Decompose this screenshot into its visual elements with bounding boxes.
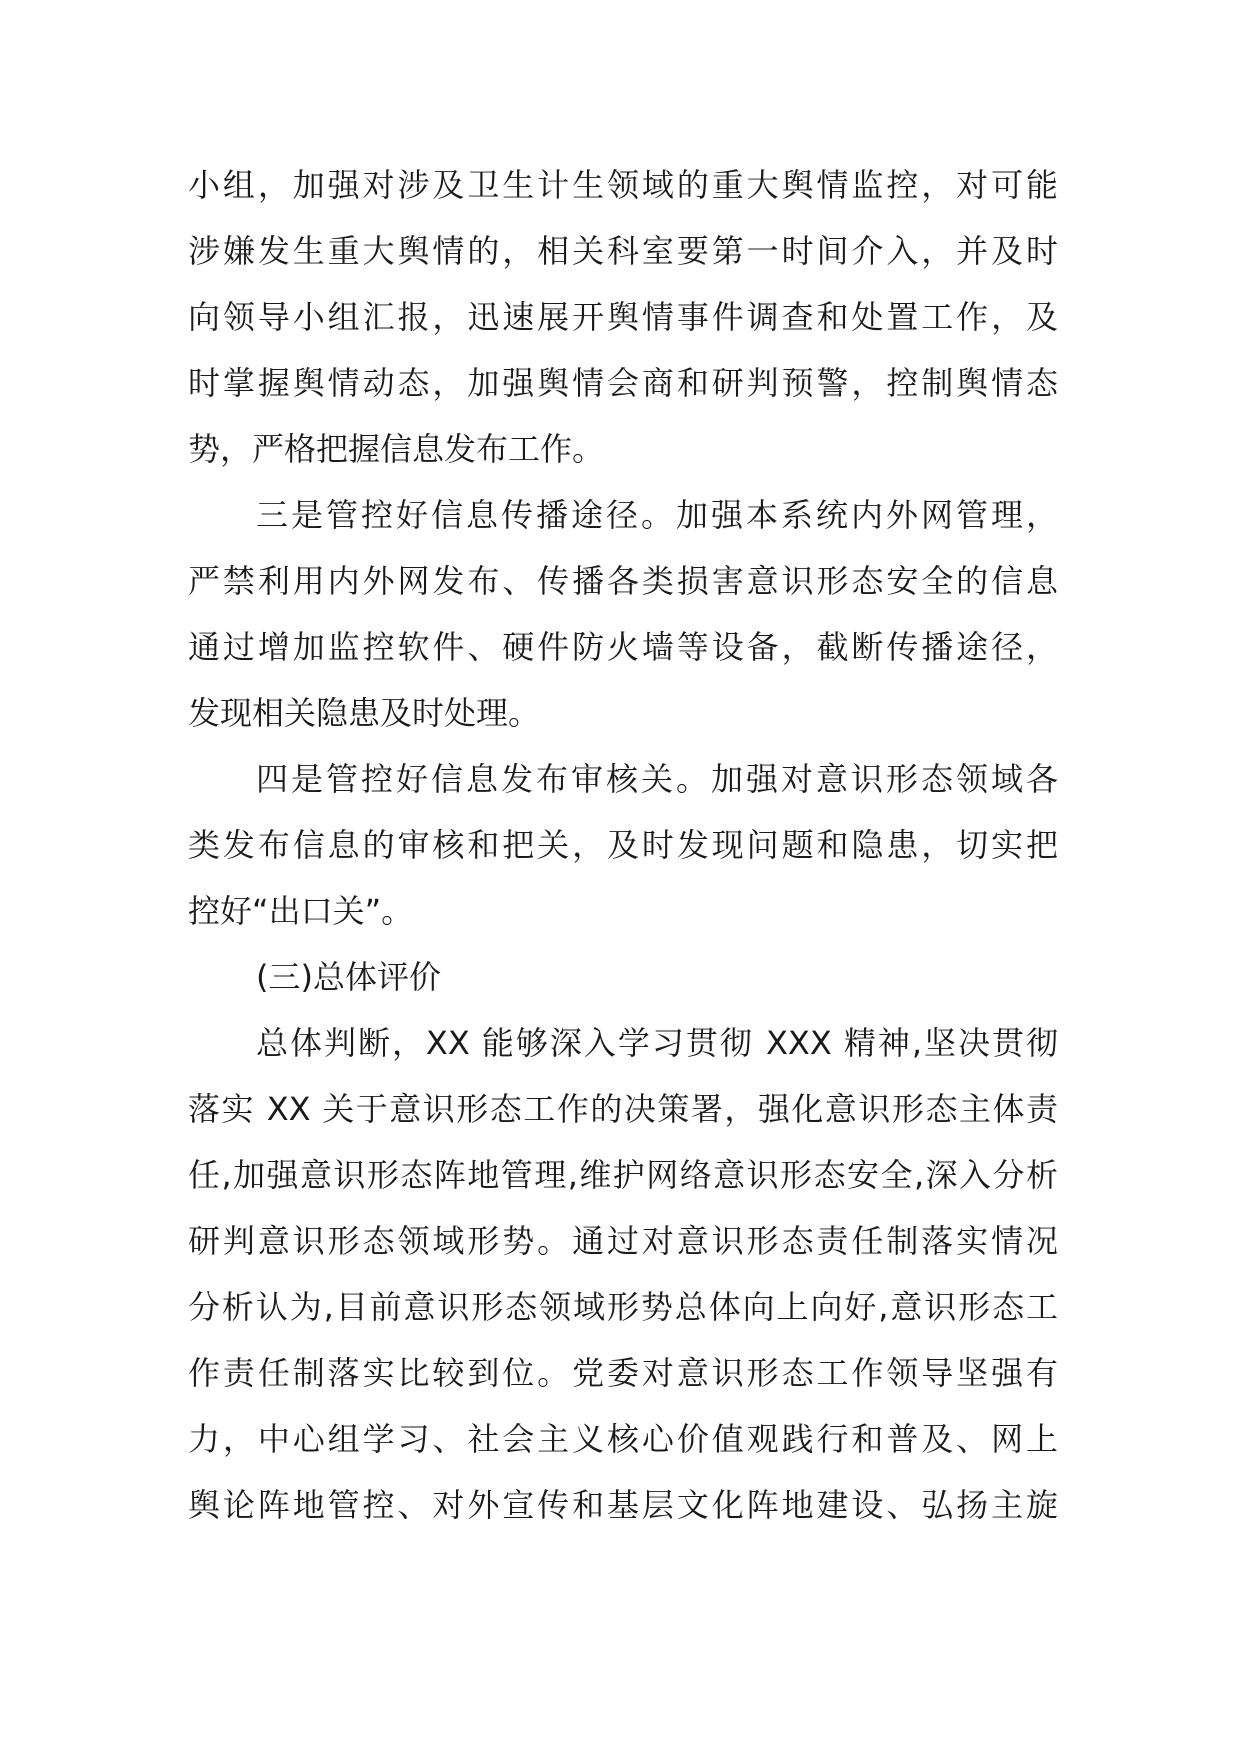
text-line: 势，严格把握信息发布工作。	[188, 430, 605, 468]
section-heading: (三)总体评价	[256, 958, 441, 996]
text-line: 力，中心组学习、社会主义核心价值观践行和普及、网上	[188, 1420, 1058, 1458]
text-line: 任,加强意识形态阵地管理,维护网络意识形态安全,深入分析	[188, 1156, 1058, 1194]
text-line: 落实 XX 关于意识形态工作的决策署，强化意识形态主体责	[188, 1090, 1058, 1128]
text-line: 控好“出口关”。	[188, 892, 414, 930]
text-line: 通过增加监控软件、硬件防火墙等设备，截断传播途径，	[188, 628, 1058, 666]
text-line: 分析认为,目前意识形态领域形势总体向上向好,意识形态工	[188, 1288, 1058, 1326]
text-line: 类发布信息的审核和把关，及时发现问题和隐患，切实把	[188, 826, 1058, 864]
text-line: 作责任制落实比较到位。党委对意识形态工作领导坚强有	[188, 1354, 1058, 1392]
paragraph-start-line: 总体判断，XX 能够深入学习贯彻 XXX 精神,坚决贯彻	[256, 1024, 1058, 1062]
text-line: 向领导小组汇报，迅速展开舆情事件调查和处置工作，及	[188, 298, 1058, 336]
document-body	[188, 152, 1058, 1538]
text-line: 舆论阵地管控、对外宣传和基层文化阵地建设、弘扬主旋	[188, 1486, 1058, 1524]
text-line: 时掌握舆情动态，加强舆情会商和研判预警，控制舆情态	[188, 364, 1058, 402]
paragraph-start-line: 四是管控好信息发布审核关。加强对意识形态领域各	[256, 760, 1058, 798]
text-line: 严禁利用内外网发布、传播各类损害意识形态安全的信息	[188, 562, 1058, 600]
text-line: 发现相关隐患及时处理。	[188, 694, 541, 732]
text-line: 涉嫌发生重大舆情的，相关科室要第一时间介入，并及时	[188, 232, 1058, 270]
text-line: 小组，加强对涉及卫生计生领域的重大舆情监控，对可能	[188, 166, 1058, 204]
paragraph-start-line: 三是管控好信息传播途径。加强本系统内外网管理，	[256, 496, 1058, 534]
text-line: 研判意识形态领域形势。通过对意识形态责任制落实情况	[188, 1222, 1058, 1260]
